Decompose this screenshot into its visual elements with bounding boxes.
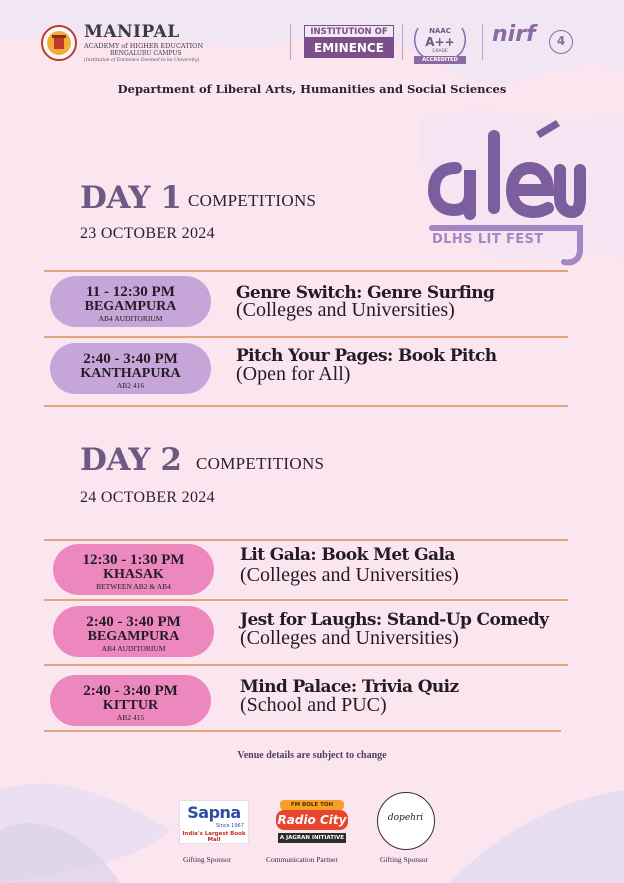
sapna-since: Since 1967 xyxy=(216,823,244,829)
event-time: 11 - 12:30 PM xyxy=(86,284,175,300)
ioe-badge xyxy=(304,25,394,58)
event-audience: (Colleges and Universities) xyxy=(240,627,459,649)
day1-date: 23 OCTOBER 2024 xyxy=(80,225,215,242)
event-name: Mind Palace: Trivia Quiz xyxy=(240,677,459,697)
day1-title: DAY 1 xyxy=(80,180,182,216)
event-location: AB4 AUDITORIUM xyxy=(98,314,163,323)
event-venue: KHASAK xyxy=(103,567,164,582)
event-name: Pitch Your Pages: Book Pitch xyxy=(236,346,497,366)
sponsor-caption: Gifting Sponsor xyxy=(183,855,232,864)
event-time: 2:40 - 3:40 PM xyxy=(86,614,181,630)
divider-line xyxy=(44,599,568,601)
day2-competitions: COMPETITIONS xyxy=(196,454,325,473)
event-time-pill xyxy=(50,343,211,394)
event-time-pill xyxy=(53,544,214,595)
dopehri-logo xyxy=(377,792,435,850)
naac-label: NAAC xyxy=(429,27,451,35)
header-divider xyxy=(402,24,403,60)
event-venue: BEGAMPURA xyxy=(84,299,177,314)
event-location: AB2 415 xyxy=(116,713,145,722)
manipal-campus: BENGALURU CAMPUS xyxy=(110,50,182,57)
radio-city-wordmark: Radio City xyxy=(276,810,348,830)
dopehri-wordmark: dopehri xyxy=(387,813,424,823)
event-time-pill xyxy=(50,675,211,726)
event-location: BETWEEN AB2 & AB4 xyxy=(96,582,171,591)
divider-line xyxy=(44,336,568,338)
event-audience: (Colleges and Universities) xyxy=(240,564,459,586)
divider-line xyxy=(44,270,568,272)
divider-line xyxy=(44,730,561,732)
day2-title: DAY 2 xyxy=(80,442,182,478)
event-time-pill xyxy=(50,276,211,327)
manipal-logo xyxy=(40,22,204,68)
event-audience: (School and PUC) xyxy=(240,694,387,716)
event-venue: BEGAMPURA xyxy=(87,629,180,644)
event-time: 12:30 - 1:30 PM xyxy=(82,552,185,568)
event-location: AB4 AUDITORIUM xyxy=(101,644,166,653)
divider-line xyxy=(44,405,568,407)
sponsor-caption: Gifting Sponsor xyxy=(380,855,429,864)
nirf-logo: nirf xyxy=(492,22,536,47)
manipal-tagline: (Institution of Eminence Deemed to be University) xyxy=(84,58,200,63)
header-divider xyxy=(482,24,483,60)
divider-line xyxy=(44,539,568,541)
naac-grade: A++ xyxy=(425,35,455,49)
department-title: Department of Liberal Arts, Humanities and Social Sciences xyxy=(117,82,507,96)
sapna-wordmark: Sapna xyxy=(187,803,241,822)
naac-grade-word: GRADE xyxy=(432,49,448,54)
day2-date: 24 OCTOBER 2024 xyxy=(80,489,215,506)
event-time-pill xyxy=(53,606,214,657)
manipal-seal-icon xyxy=(40,24,78,62)
radio-city-logo xyxy=(276,800,348,846)
event-location: AB2 416 xyxy=(116,381,145,390)
event-audience: (Colleges and Universities) xyxy=(236,299,455,321)
event-name: Lit Gala: Book Met Gala xyxy=(240,545,455,565)
sapna-logo xyxy=(179,800,249,844)
manipal-name: MANIPAL xyxy=(84,22,180,42)
radio-city-badge: FM BOLE TOH xyxy=(280,800,344,810)
event-name: Jest for Laughs: Stand-Up Comedy xyxy=(240,610,549,630)
radio-city-initiative: A JAGRAN INITIATIVE xyxy=(279,835,345,841)
venue-note: Venue details are subject to change xyxy=(237,750,387,761)
naac-accredited: ACCREDITED xyxy=(414,56,466,64)
event-time: 2:40 - 3:40 PM xyxy=(83,683,178,699)
manipal-academy: ACADEMY of HIGHER EDUCATION xyxy=(84,42,204,50)
event-venue: KANTHAPURA xyxy=(80,366,181,381)
divider-line xyxy=(44,664,568,666)
nirf-rank: 4 xyxy=(549,30,573,54)
header-divider xyxy=(290,24,291,60)
ioe-bottom-text: EMINENCE xyxy=(304,38,394,58)
sponsor-caption: Communication Partner xyxy=(266,855,338,864)
ioe-top-text: INSTITUTION OF xyxy=(304,25,394,38)
event-name: Genre Switch: Genre Surfing xyxy=(236,283,495,303)
event-audience: (Open for All) xyxy=(236,363,351,385)
event-venue: KITTUR xyxy=(102,698,159,713)
event-time: 2:40 - 3:40 PM xyxy=(83,351,178,367)
day1-competitions: COMPETITIONS xyxy=(188,191,317,210)
sapna-tagline: India's Largest Book Mall xyxy=(182,831,246,843)
naac-badge xyxy=(410,22,470,64)
fest-subtitle: DLHS LIT FEST xyxy=(432,232,544,247)
